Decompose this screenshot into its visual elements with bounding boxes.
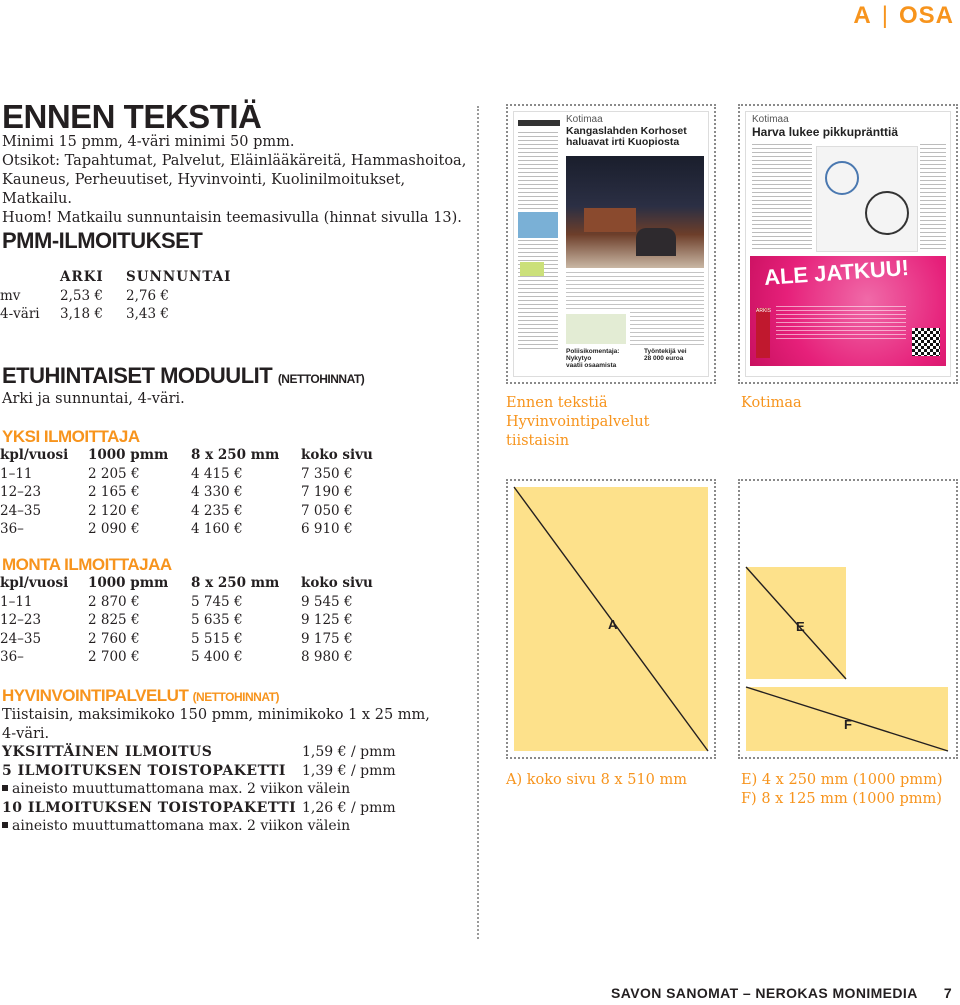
table-cell: 2 120 € [88,502,140,519]
table-cell: 4 330 € [191,484,243,501]
table-header: koko sivu [301,447,373,464]
table-header-row [0,574,373,593]
price-item [2,762,462,781]
price-item [2,799,462,818]
newspaper-illustration [816,146,918,252]
pmm-table [0,268,231,324]
newspaper-ad-box [520,262,544,276]
footer-title: SAVON SANOMAT – NEROKAS MONIMEDIA [611,985,918,1001]
table-cell: 1–11 [0,465,33,482]
table-row [0,593,373,612]
qr-code-icon [912,328,940,356]
ennen-line: Minimi 15 pmm, 4-väri minimi 50 pmm. [2,134,295,150]
pmm-title: PMM-ILMOITUKSET [2,228,203,253]
newspaper-subheadline-line: 28 000 euroa [644,355,684,362]
newspaper-thumb-left [506,104,716,384]
single-advertiser-title: YKSI ILMOITTAJA [2,427,140,446]
thumb-left-caption [506,394,650,451]
table-cell: 3,43 € [126,306,169,323]
footer [611,985,952,1001]
table-cell: 36– [0,649,24,666]
newspaper-text-column [920,144,946,252]
single-advertiser-table [0,446,373,539]
table-cell: 12–23 [0,484,42,501]
table-header: kpl/vuosi [0,447,69,464]
table-cell: 2,53 € [60,287,103,304]
page-number: 7 [943,985,952,1001]
diagram-right-caption [741,771,942,809]
moduulit-subtitle: Arki ja sunnuntai, 4-väri. [2,391,185,407]
table-cell: mv [0,287,21,304]
table-header: 8 x 250 mm [191,575,280,592]
newspaper-ad-box [518,212,558,238]
module-letter-a: A [608,617,618,632]
table-cell: 12–23 [0,612,42,629]
multi-advertiser-table [0,574,373,667]
ennen-line: Kauneus, Perheuutiset, Hyvinvointi, Kuolinilmoitukset, Matkailu. [2,172,406,207]
newspaper-subheadline-line: Poliisikomentaja: Nykytyo [566,348,620,362]
table-cell: 4 235 € [191,502,243,519]
table-row [0,465,373,484]
hyvinvointi-title [2,686,279,707]
newspaper-subheadline [566,348,636,369]
module-letter-f: F [844,717,852,732]
table-cell: 9 125 € [301,612,353,629]
table-cell: 4 160 € [191,521,243,538]
newspaper-body-text [566,272,704,310]
photo-house-shape [584,208,636,232]
table-cell: 2 090 € [88,521,140,538]
newspaper-page [514,112,708,376]
table-cell: 2 870 € [88,593,140,610]
newspaper-text-column [518,132,558,352]
table-cell: 7 050 € [301,502,353,519]
multi-advertiser-title: MONTA ILMOITTAJAA [2,555,172,574]
newspaper-text-column [752,144,812,252]
newspaper-page [746,112,950,376]
ennen-line: Huom! Matkailu sunnuntaisin teemasivulla (hinnat sivulla 13). [2,210,462,226]
newspaper-map [566,314,626,344]
price-item-value: 1,26 € / pmm [302,799,396,816]
table-cell: 4-väri [0,306,40,323]
newspaper-headline-line: haluavat irti Kuopiosta [566,136,680,148]
table-header: 1000 pmm [88,575,169,592]
newspaper-subheadline-line: Työntekijä vei [644,348,687,355]
table-cell: 9 545 € [301,593,353,610]
table-header: 1000 pmm [88,447,169,464]
thumb-caption-line: Ennen tekstiä [506,395,608,411]
table-cell: 6 910 € [301,521,353,538]
illustration-figure [865,191,909,235]
bullet-square-icon [2,822,8,828]
ennen-line: Otsikot: Tapahtumat, Palvelut, Eläinlääkäreitä, Hammashoitoa, [2,153,467,169]
table-row [0,483,373,502]
price-item-label: YKSITTÄINEN ILMOITUS [2,744,213,760]
hyvinvointi-desc [2,706,430,744]
table-row [0,305,231,324]
table-header: 8 x 250 mm [191,447,280,464]
ennen-description [2,133,472,228]
moduulit-title [2,364,364,391]
photo-people-shape [636,228,676,256]
table-header: SUNNUNTAI [126,269,232,286]
section-letter: A [853,2,872,29]
table-cell: 1–11 [0,593,33,610]
module-letter-e: E [796,619,805,634]
newspaper-headline [566,126,687,148]
table-cell: 2 165 € [88,484,140,501]
table-row [0,648,373,667]
section-name: OSA [898,2,954,29]
moduulit-title-note: (NETTOHINNAT) [277,372,365,386]
thumb-caption-line: tiistaisin [506,433,570,449]
table-cell: 2 760 € [88,630,140,647]
hyvinvointi-title-text: HYVINVOINTIPALVELUT [2,686,189,705]
ennen-title: ENNEN TEKSTIÄ [2,98,262,135]
price-note-text: aineisto muuttumattomana max. 2 viikon välein [12,818,351,834]
newspaper-subheadline [644,348,708,362]
table-row [0,520,373,539]
illustration-figure [825,161,859,195]
newspaper-headline-line: Kangaslahden Korhoset [566,125,687,137]
ad-headline: ALE JATKUU! [763,254,910,291]
table-cell: 7 190 € [301,484,353,501]
thumb-right-caption: Kotimaa [741,395,802,411]
table-cell: 2,76 € [126,287,169,304]
hyvinvointi-price-list [2,743,462,836]
ad-logo [756,308,770,358]
table-cell: 24–35 [0,502,42,519]
table-cell: 3,18 € [60,306,103,323]
newspaper-headline: Harva lukee pikkupränttiä [752,125,899,139]
price-note [2,817,462,836]
price-item-label: 5 ILMOITUKSEN TOISTOPAKETTI [2,762,286,779]
table-header: koko sivu [301,575,373,592]
table-row [0,611,373,630]
table-cell: 24–35 [0,630,42,647]
price-item [2,743,462,762]
newspaper-section: Kotimaa [566,114,603,125]
table-header-row [0,268,231,287]
table-cell: 8 980 € [301,649,353,666]
price-item-value: 1,39 € / pmm [302,762,396,779]
hyvinvointi-desc-line: 4-väri. [2,726,50,742]
table-cell: 5 400 € [191,649,243,666]
newspaper-subheadline-line: vaatii osaamista [566,362,617,369]
newspaper-photo [566,156,704,268]
diagram-caption-line: E) 4 x 250 mm (1000 pmm) [741,772,943,788]
column-divider [477,106,479,939]
section-marker [853,2,954,30]
table-cell: 9 175 € [301,630,353,647]
price-item-label: 10 ILMOITUKSEN TOISTOPAKETTI [2,799,297,816]
table-cell: 5 635 € [191,612,243,629]
table-cell: 7 350 € [301,465,353,482]
table-cell: 4 415 € [191,465,243,482]
table-row [0,287,231,306]
table-cell: 5 745 € [191,593,243,610]
table-cell: 36– [0,521,24,538]
newspaper-ad [750,256,946,366]
table-row [0,630,373,649]
diagram-left-caption: A) koko sivu 8 x 510 mm [506,772,688,788]
diagram-caption-line: F) 8 x 125 mm (1000 pmm) [741,791,942,807]
table-header-row [0,446,373,465]
bullet-square-icon [2,785,8,791]
ad-logo-text: ARKIS [756,308,772,314]
table-cell: 2 205 € [88,465,140,482]
table-cell: 2 825 € [88,612,140,629]
table-header: ARKI [60,269,104,286]
price-note [2,780,462,799]
table-cell: 5 515 € [191,630,243,647]
newspaper-masthead [518,120,560,126]
module-diagram-left [506,479,716,759]
thumb-caption-line: Hyvinvointipalvelut [506,414,650,430]
ad-body-text [776,306,906,340]
hyvinvointi-desc-line: Tiistaisin, maksimikoko 150 pmm, minimikoko 1 x 25 mm, [2,707,430,723]
newspaper-thumb-right [738,104,958,384]
moduulit-title-text: ETUHINTAISET MODUULIT [2,363,273,388]
newspaper-body-text [630,312,704,346]
diagonal-lines [740,481,956,757]
price-note-text: aineisto muuttumattomana max. 2 viikon välein [12,781,351,797]
table-row [0,502,373,521]
table-header [0,268,60,287]
hyvinvointi-title-note: (NETTOHINNAT) [192,690,279,704]
module-diagram-right [738,479,958,759]
price-item-value: 1,59 € / pmm [302,744,396,760]
newspaper-section: Kotimaa [752,114,789,125]
section-separator: | [881,2,889,29]
table-cell: 2 700 € [88,649,140,666]
table-header: kpl/vuosi [0,575,69,592]
